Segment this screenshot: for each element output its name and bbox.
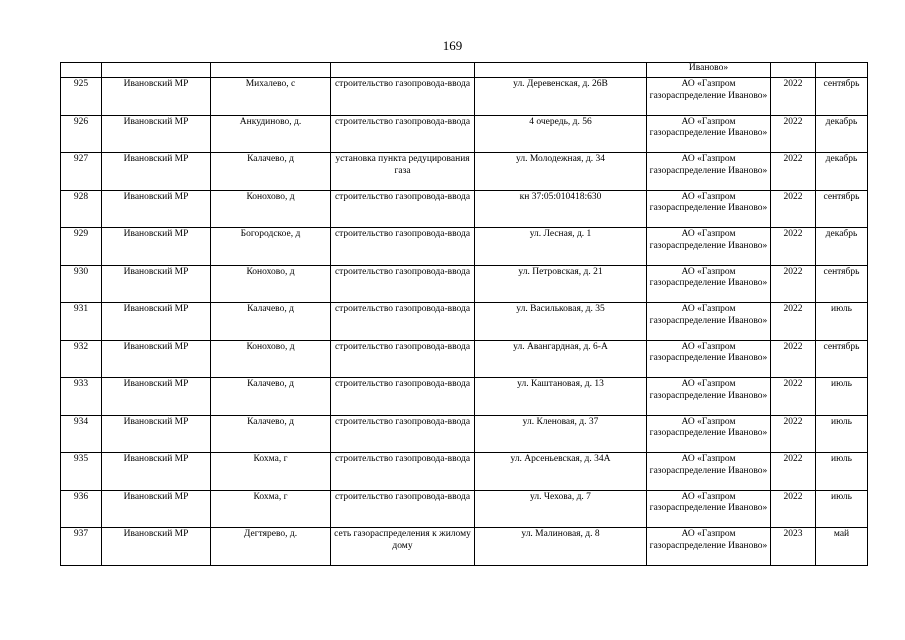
cell-work: строительство газопровода-ввода	[331, 303, 475, 341]
cell-locality: Конохово, д	[211, 190, 331, 228]
cell-district: Ивановский МР	[102, 78, 211, 116]
cell-locality: Конохово, д	[211, 340, 331, 378]
cell-organization: АО «Газпром газораспределение Иваново»	[647, 303, 771, 341]
cell-month: июль	[816, 453, 868, 491]
cell-num: 932	[61, 340, 102, 378]
cell-locality: Михалево, с	[211, 78, 331, 116]
cell-year: 2022	[771, 153, 816, 191]
cell-num: 926	[61, 115, 102, 153]
cell-work	[331, 63, 475, 78]
cell-month: сентябрь	[816, 340, 868, 378]
cell-month: июль	[816, 378, 868, 416]
cell-year: 2022	[771, 415, 816, 453]
cell-address: ул. Лесная, д. 1	[475, 228, 647, 266]
table-row	[61, 265, 868, 303]
cell-num: 928	[61, 190, 102, 228]
cell-district: Ивановский МР	[102, 190, 211, 228]
cell-num: 937	[61, 528, 102, 566]
cell-address: ул. Чехова, д. 7	[475, 490, 647, 528]
cell-address	[475, 63, 647, 78]
cell-year: 2022	[771, 265, 816, 303]
cell-month: декабрь	[816, 153, 868, 191]
cell-num: 927	[61, 153, 102, 191]
cell-district: Ивановский МР	[102, 415, 211, 453]
cell-organization: АО «Газпром газораспределение Иваново»	[647, 265, 771, 303]
continued-row	[61, 63, 868, 78]
cell-organization: Иваново»	[647, 63, 771, 78]
cell-locality: Калачево, д	[211, 415, 331, 453]
cell-address: ул. Малиновая, д. 8	[475, 528, 647, 566]
cell-work: строительство газопровода-ввода	[331, 115, 475, 153]
table-row	[61, 490, 868, 528]
cell-year: 2022	[771, 453, 816, 491]
cell-month: сентябрь	[816, 190, 868, 228]
cell-num: 925	[61, 78, 102, 116]
table-row	[61, 78, 868, 116]
cell-district: Ивановский МР	[102, 490, 211, 528]
cell-organization: АО «Газпром газораспределение Иваново»	[647, 415, 771, 453]
cell-district: Ивановский МР	[102, 528, 211, 566]
cell-organization: АО «Газпром газораспределение Иваново»	[647, 453, 771, 491]
table-row	[61, 378, 868, 416]
cell-address: ул. Арсеньевская, д. 34А	[475, 453, 647, 491]
cell-month: декабрь	[816, 115, 868, 153]
cell-address: ул. Каштановая, д. 13	[475, 378, 647, 416]
table-row	[61, 528, 868, 566]
cell-locality: Калачево, д	[211, 378, 331, 416]
cell-organization: АО «Газпром газораспределение Иваново»	[647, 78, 771, 116]
cell-locality: Калачево, д	[211, 153, 331, 191]
cell-locality	[211, 63, 331, 78]
cell-organization: АО «Газпром газораспределение Иваново»	[647, 340, 771, 378]
gas-works-table	[60, 62, 868, 566]
cell-month	[816, 63, 868, 78]
cell-year	[771, 63, 816, 78]
cell-organization: АО «Газпром газораспределение Иваново»	[647, 490, 771, 528]
cell-locality: Конохово, д	[211, 265, 331, 303]
cell-year: 2022	[771, 228, 816, 266]
cell-address: ул. Петровская, д. 21	[475, 265, 647, 303]
cell-work: сеть газораспределения к жилому дому	[331, 528, 475, 566]
cell-year: 2022	[771, 190, 816, 228]
cell-year: 2022	[771, 490, 816, 528]
cell-address: ул. Деревенская, д. 26В	[475, 78, 647, 116]
cell-month: декабрь	[816, 228, 868, 266]
table-row	[61, 415, 868, 453]
cell-address: ул. Кленовая, д. 37	[475, 415, 647, 453]
cell-work: строительство газопровода-ввода	[331, 78, 475, 116]
table-row	[61, 228, 868, 266]
cell-num: 933	[61, 378, 102, 416]
cell-locality: Калачево, д	[211, 303, 331, 341]
cell-year: 2022	[771, 340, 816, 378]
cell-work: строительство газопровода-ввода	[331, 265, 475, 303]
cell-locality: Кохма, г	[211, 453, 331, 491]
cell-organization: АО «Газпром газораспределение Иваново»	[647, 153, 771, 191]
cell-work: строительство газопровода-ввода	[331, 490, 475, 528]
cell-work: строительство газопровода-ввода	[331, 190, 475, 228]
cell-num: 936	[61, 490, 102, 528]
cell-district: Ивановский МР	[102, 378, 211, 416]
cell-organization: АО «Газпром газораспределение Иваново»	[647, 528, 771, 566]
cell-address: ул. Авангардная, д. 6-А	[475, 340, 647, 378]
table-row	[61, 303, 868, 341]
cell-month: сентябрь	[816, 78, 868, 116]
cell-num: 930	[61, 265, 102, 303]
cell-district: Ивановский МР	[102, 340, 211, 378]
cell-year: 2022	[771, 78, 816, 116]
table-body	[61, 63, 868, 566]
cell-address: 4 очередь, д. 56	[475, 115, 647, 153]
cell-organization: АО «Газпром газораспределение Иваново»	[647, 228, 771, 266]
cell-month: июль	[816, 303, 868, 341]
cell-work: строительство газопровода-ввода	[331, 378, 475, 416]
cell-work: строительство газопровода-ввода	[331, 228, 475, 266]
cell-num	[61, 63, 102, 78]
cell-year: 2022	[771, 378, 816, 416]
cell-year: 2023	[771, 528, 816, 566]
cell-district: Ивановский МР	[102, 153, 211, 191]
cell-organization: АО «Газпром газораспределение Иваново»	[647, 378, 771, 416]
cell-district: Ивановский МР	[102, 265, 211, 303]
cell-locality: Анкудиново, д.	[211, 115, 331, 153]
cell-address: кн 37:05:010418:630	[475, 190, 647, 228]
cell-work: строительство газопровода-ввода	[331, 340, 475, 378]
table-row	[61, 340, 868, 378]
cell-address: ул. Молодежная, д. 34	[475, 153, 647, 191]
cell-district: Ивановский МР	[102, 115, 211, 153]
cell-work: строительство газопровода-ввода	[331, 453, 475, 491]
table-row	[61, 115, 868, 153]
table-row	[61, 153, 868, 191]
cell-district: Ивановский МР	[102, 453, 211, 491]
cell-month: сентябрь	[816, 265, 868, 303]
cell-locality: Кохма, г	[211, 490, 331, 528]
cell-num: 935	[61, 453, 102, 491]
cell-year: 2022	[771, 303, 816, 341]
cell-district: Ивановский МР	[102, 303, 211, 341]
page-number: 169	[442, 38, 463, 53]
cell-num: 934	[61, 415, 102, 453]
table-row	[61, 190, 868, 228]
cell-work: установка пункта редуцирования газа	[331, 153, 475, 191]
cell-organization: АО «Газпром газораспределение Иваново»	[647, 115, 771, 153]
cell-month: май	[816, 528, 868, 566]
cell-month: июль	[816, 490, 868, 528]
cell-district	[102, 63, 211, 78]
cell-district: Ивановский МР	[102, 228, 211, 266]
cell-organization: АО «Газпром газораспределение Иваново»	[647, 190, 771, 228]
cell-month: июль	[816, 415, 868, 453]
cell-num: 929	[61, 228, 102, 266]
cell-address: ул. Васильковая, д. 35	[475, 303, 647, 341]
cell-num: 931	[61, 303, 102, 341]
cell-locality: Дегтярево, д.	[211, 528, 331, 566]
cell-locality: Богородское, д	[211, 228, 331, 266]
cell-work: строительство газопровода-ввода	[331, 415, 475, 453]
cell-year: 2022	[771, 115, 816, 153]
table-row	[61, 453, 868, 491]
